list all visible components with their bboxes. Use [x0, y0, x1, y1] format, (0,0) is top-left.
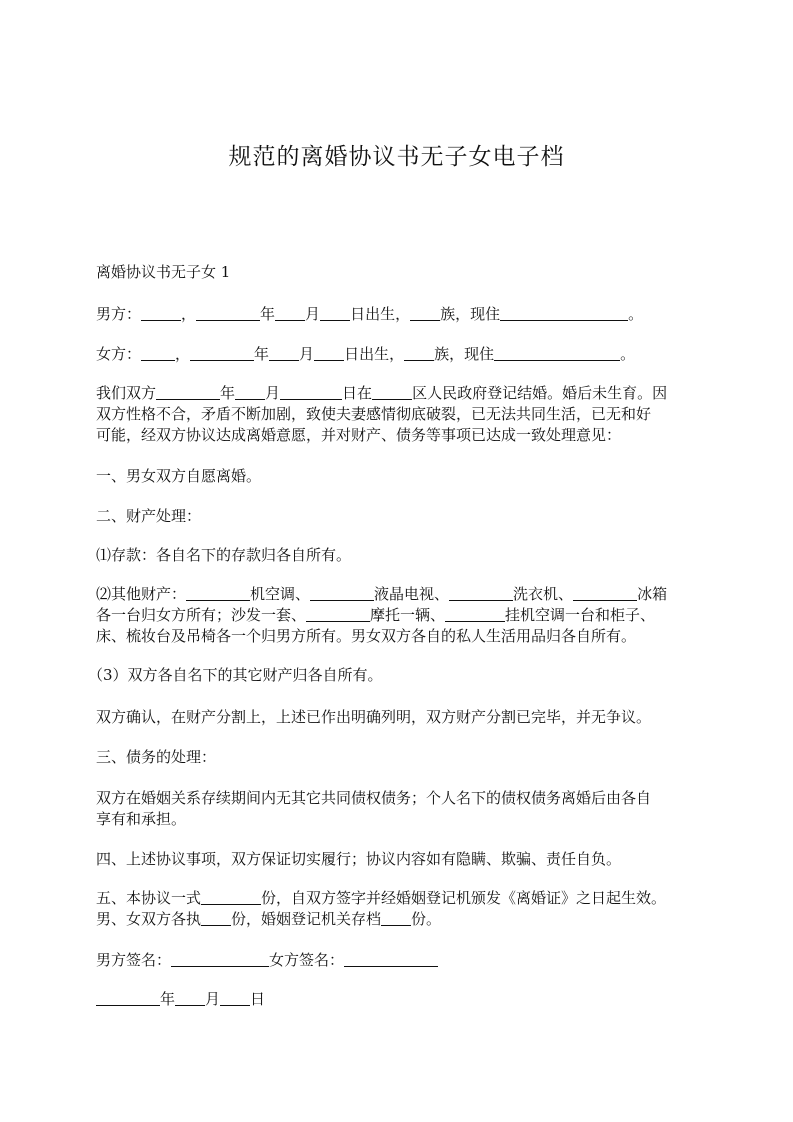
property-item-3: （3）双方各自名下的其它财产归各自所有。 — [88, 666, 383, 684]
man-signature-field[interactable] — [171, 951, 269, 967]
blank-month[interactable] — [175, 990, 205, 1006]
debt-line-1: 双方在婚姻关系存续期间内无其它共同债权债务；个人名下的债权债务离婚后由各自 — [96, 789, 652, 807]
clause-1: 一、男女双方自愿离婚。 — [96, 467, 262, 485]
clause-2-heading: 二、财产处理： — [96, 507, 202, 525]
blank-year[interactable] — [96, 990, 160, 1006]
blank-address[interactable] — [500, 305, 628, 321]
blank-day[interactable] — [220, 990, 250, 1006]
property-item-1: ⑴存款：各自名下的存款归各自所有。 — [96, 546, 352, 564]
blank-day[interactable] — [314, 345, 344, 361]
blank-ethnicity[interactable] — [410, 305, 440, 321]
woman-signature-field[interactable] — [344, 951, 438, 967]
clause-5-line-2: 男、女双方各执 份，婚姻登记机关存档 份。 — [96, 910, 442, 928]
blank-year[interactable] — [196, 305, 260, 321]
blank-brand[interactable] — [310, 585, 374, 601]
blank-day[interactable] — [320, 305, 350, 321]
blank-year[interactable] — [156, 384, 220, 400]
intro-line-2: 双方性格不合，矛盾不断加剧，致使夫妻感情彻底破裂，已无法共同生活，已无和好 — [96, 405, 652, 423]
blank-copies[interactable] — [381, 910, 411, 926]
blank-brand[interactable] — [306, 606, 370, 622]
blank-month[interactable] — [235, 384, 265, 400]
blank-brand[interactable] — [186, 585, 250, 601]
blank-day[interactable] — [280, 384, 342, 400]
clause-5-line-1: 五、本协议一式 份，自双方签字并经婚姻登记机颁发《离婚证》之日起生效。 — [96, 889, 667, 907]
man-info-line: 男方： ， 年 月 日出生， 族，现住 。 — [96, 305, 644, 323]
date-line: 年 月 日 — [96, 989, 701, 1010]
property-item-2-line-3: 床、梳妆台及吊椅各一个归男方所有。男女双方各自的私人生活用品归各自所有。 — [96, 627, 637, 645]
blank-ethnicity[interactable] — [404, 345, 434, 361]
property-item-2-line-1: ⑵其他财产： 机空调、 液晶电视、 洗衣机、 冰箱 — [96, 585, 668, 603]
blank-brand[interactable] — [449, 585, 513, 601]
property-item-2-line-2: 各一台归女方所有；沙发一套、 摩托一辆、 挂机空调一台和柜子、 — [96, 606, 656, 624]
blank-name[interactable] — [141, 305, 181, 321]
section-heading: 离婚协议书无子女 1 — [96, 263, 231, 281]
blank-address[interactable] — [494, 345, 620, 361]
blank-month[interactable] — [269, 345, 299, 361]
intro-line-1: 我们双方 年 月 日在 区人民政府登记结婚。婚后未生育。因 — [96, 384, 668, 402]
intro-line-3: 可能，经双方协议达成离婚意愿，并对财产、债务等事项已达成一致处理意见： — [96, 426, 622, 444]
blank-year[interactable] — [190, 345, 254, 361]
blank-brand[interactable] — [573, 585, 637, 601]
clause-4: 四、上述协议事项，双方保证切实履行；协议内容如有隐瞒、欺骗、责任自负。 — [96, 850, 622, 868]
signature-line: 男方签名： 女方签名： — [96, 950, 701, 971]
blank-copies[interactable] — [201, 910, 231, 926]
confirm-line: 双方确认，在财产分割上，上述已作出明确列明，双方财产分割已完毕，并无争议。 — [96, 708, 652, 726]
page-title: 规范的离婚协议书无子女电子档 — [228, 144, 565, 170]
clause-3-heading: 三、债务的处理： — [96, 748, 217, 766]
blank-district[interactable] — [372, 384, 412, 400]
blank-name[interactable] — [141, 345, 175, 361]
blank-brand[interactable] — [445, 606, 505, 622]
blank-month[interactable] — [275, 305, 305, 321]
woman-info-line: 女方： ， 年 月 日出生， 族，现住 。 — [96, 345, 636, 363]
blank-copies[interactable] — [201, 889, 261, 905]
debt-line-2: 享有和承担。 — [96, 810, 187, 828]
